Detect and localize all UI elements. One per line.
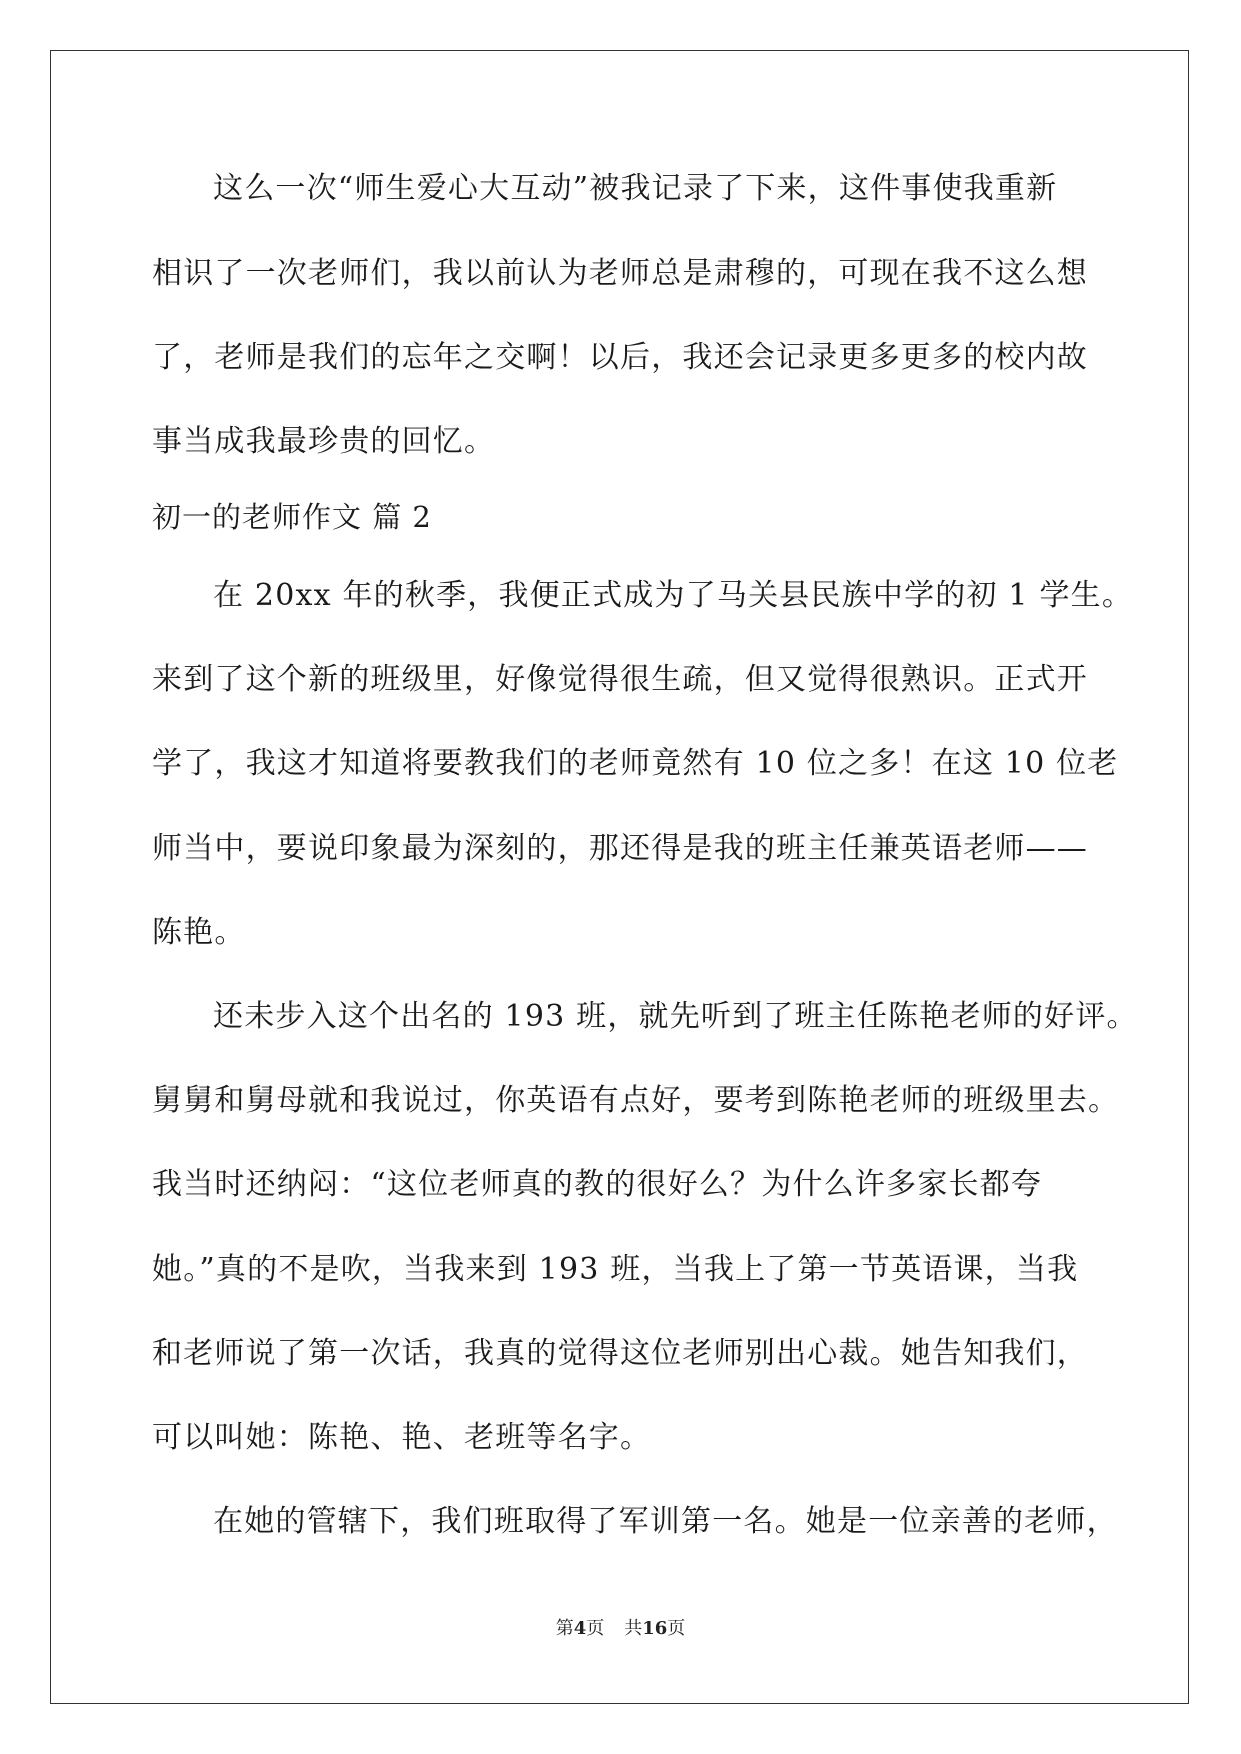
paragraph-line: 和老师说了第一次话，我真的觉得这位老师别出心裁。她告知我们， [152, 1336, 1088, 1371]
paragraph-line: 还未步入这个出名的 193 班，就先听到了班主任陈艳老师的好评。 [213, 999, 1138, 1034]
page-number: 4 [573, 1618, 587, 1639]
page-suffix: 页 [586, 1618, 605, 1639]
paragraph-line: 来到了这个新的班级里，好像觉得很生疏，但又觉得很熟识。正式开 [152, 662, 1088, 697]
total-suffix: 页 [667, 1618, 686, 1639]
total-pages: 16 [642, 1618, 668, 1639]
paragraph-line: 这么一次“师生爱心大互动”被我记录了下来，这件事使我重新 [213, 171, 1058, 206]
paragraph-line: 可以叫她：陈艳、艳、老班等名字。 [152, 1420, 652, 1455]
paragraph-line: 师当中，要说印象最为深刻的，那还得是我的班主任兼英语老师—— [152, 831, 1088, 866]
paragraph-line: 我当时还纳闷：“这位老师真的教的很好么？为什么许多家长都夸 [152, 1167, 1043, 1202]
paragraph-line: 相识了一次老师们，我以前认为老师总是肃穆的，可现在我不这么想 [152, 256, 1088, 291]
page-frame [50, 50, 1189, 1704]
paragraph-line: 在她的管辖下，我们班取得了军训第一名。她是一位亲善的老师， [213, 1504, 1118, 1539]
paragraph-line: 了，老师是我们的忘年之交啊！以后，我还会记录更多更多的校内故 [152, 340, 1088, 375]
paragraph-line: 她。”真的不是吹，当我来到 193 班，当我上了第一节英语课，当我 [152, 1252, 1079, 1287]
paragraph-line: 舅舅和舅母就和我说过，你英语有点好，要考到陈艳老师的班级里去。 [152, 1083, 1120, 1118]
total-prefix: 共 [624, 1618, 643, 1639]
page-prefix: 第 [555, 1618, 574, 1639]
section-heading: 初一的老师作文 篇 2 [152, 500, 432, 534]
paragraph-line: 陈艳。 [152, 915, 246, 950]
page-footer [0, 1618, 1241, 1640]
paragraph-line: 学了，我这才知道将要教我们的老师竟然有 10 位之多！在这 10 位老 [152, 746, 1119, 781]
paragraph-line: 事当成我最珍贵的回忆。 [152, 424, 496, 459]
paragraph-line: 在 20xx 年的秋季，我便正式成为了马关县民族中学的初 1 学生。 [213, 578, 1134, 613]
